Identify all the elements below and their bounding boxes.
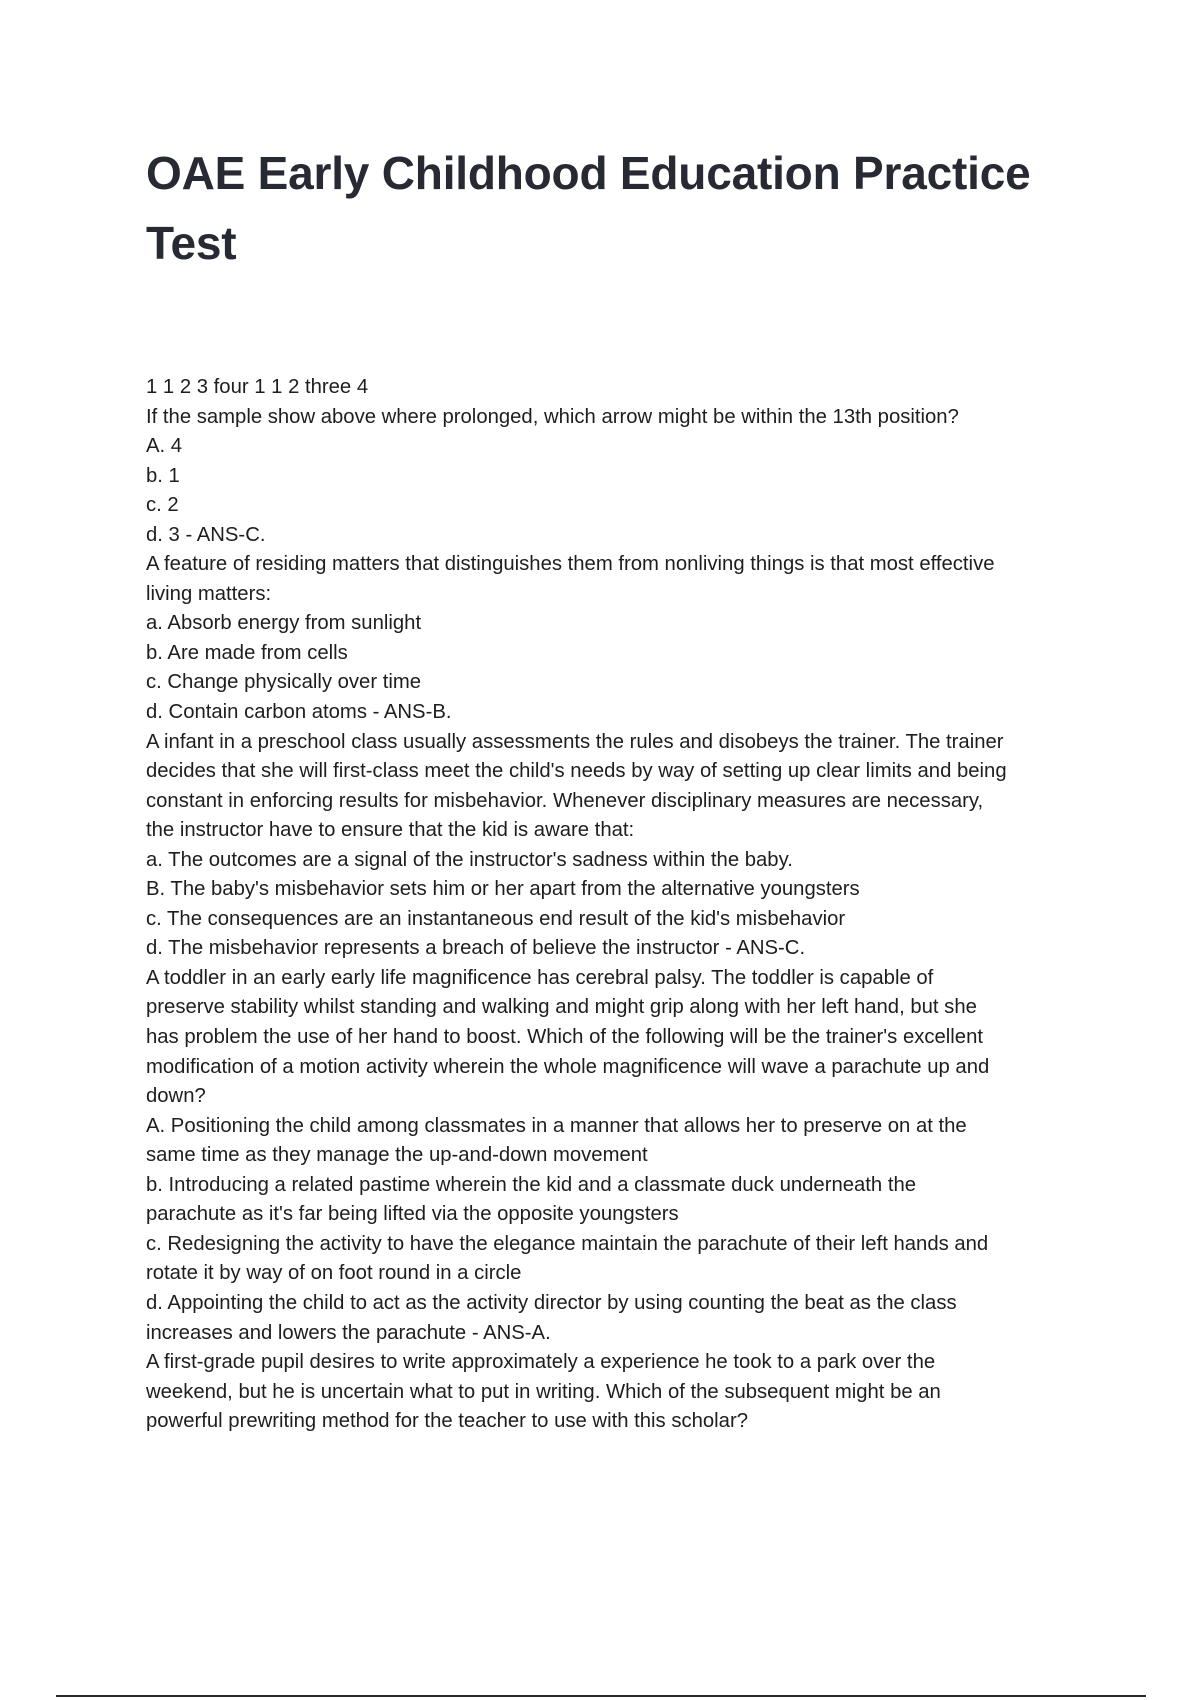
- question-4-option-a-line-2: same time as they manage the up-and-down movement: [146, 1144, 648, 1167]
- question-4-stem-line-5: down?: [146, 1085, 206, 1108]
- question-4-option-c-line-1: c. Redesigning the activity to have the elegance maintain the parachute of their left hands and: [146, 1232, 989, 1255]
- question-4-option-b-line-1: b. Introducing a related pastime wherein the kid and a classmate duck underneath the: [146, 1173, 917, 1196]
- question-3-stem-line-2: decides that she will first-class meet the child's needs by way of setting up clear limits and being: [146, 760, 1007, 783]
- question-3-stem-line-1: A infant in a preschool class usually assessments the rules and disobeys the trainer. The trainer: [146, 730, 1004, 753]
- question-1-option-c: c. 2: [146, 494, 179, 517]
- question-3-stem-line-4: the instructor have to ensure that the kid is aware that:: [146, 819, 635, 842]
- question-2-option-a: a. Absorb energy from sunlight: [146, 612, 422, 635]
- question-3-option-c: c. The consequences are an instantaneous end result of the kid's misbehavior: [146, 907, 846, 930]
- question-5-stem-line-3: powerful prewriting method for the teacher to use with this scholar?: [146, 1410, 748, 1433]
- question-3-option-d-answer: d. The misbehavior represents a breach of believe the instructor - ANS-C.: [146, 937, 806, 960]
- question-4-option-d-answer: increases and lowers the parachute - ANS-A.: [146, 1321, 551, 1344]
- question-5-stem-line-2: weekend, but he is uncertain what to put in writing. Which of the subsequent might be an: [146, 1380, 941, 1403]
- page-title: OAE Early Childhood Education Practice Test: [146, 147, 1031, 269]
- question-1-option-d-answer: d. 3 - ANS-C.: [146, 523, 266, 546]
- question-4-stem-line-4: modification of a motion activity wherein the whole magnificence will wave a parachute up and: [146, 1055, 990, 1078]
- question-2-stem-line-2: living matters:: [146, 582, 272, 605]
- page-bottom-divider: [56, 1695, 1146, 1697]
- question-4-stem-line-2: preserve stability whilst standing and walking and might grip along with her left hand, but she: [146, 996, 977, 1019]
- question-1-option-a: A. 4: [146, 435, 183, 458]
- document-body: [146, 373, 1106, 1437]
- question-2-option-d-answer: d. Contain carbon atoms - ANS-B.: [146, 701, 452, 724]
- question-5-stem-line-1: A first-grade pupil desires to write approximately a experience he took to a park over the: [146, 1351, 936, 1374]
- question-2-option-c: c. Change physically over time: [146, 671, 422, 694]
- question-4-option-d-line-1: d. Appointing the child to act as the activity director by using counting the beat as the class: [146, 1291, 957, 1314]
- question-3-option-a: a. The outcomes are a signal of the instructor's sadness within the baby.: [146, 848, 793, 871]
- question-3-option-b: B. The baby's misbehavior sets him or her apart from the alternative youngsters: [146, 878, 860, 901]
- question-1-option-b: b. 1: [146, 464, 180, 487]
- question-4-stem-line-3: has problem the use of her hand to boost. Which of the following will be the trainer's excellent: [146, 1026, 983, 1049]
- question-4-option-c-line-2: rotate it by way of on foot round in a circle: [146, 1262, 522, 1285]
- question-2-stem-line-1: A feature of residing matters that distinguishes them from nonliving things is that most effective: [146, 553, 995, 576]
- question-4-option-b-line-2: parachute as it's far being lifted via the opposite youngsters: [146, 1203, 679, 1226]
- question-3-stem-line-3: constant in enforcing results for misbehavior. Whenever disciplinary measures are necessary,: [146, 789, 984, 812]
- question-4-option-a-line-1: A. Positioning the child among classmates in a manner that allows her to preserve on at the: [146, 1114, 967, 1137]
- question-4-stem-line-1: A toddler in an early early life magnificence has cerebral palsy. The toddler is capable of: [146, 966, 934, 989]
- question-1-stem: If the sample show above where prolonged, which arrow might be within the 13th position?: [146, 405, 959, 428]
- pattern-line: 1 1 2 3 four 1 1 2 three 4: [146, 376, 369, 398]
- question-2-option-b: b. Are made from cells: [146, 641, 348, 664]
